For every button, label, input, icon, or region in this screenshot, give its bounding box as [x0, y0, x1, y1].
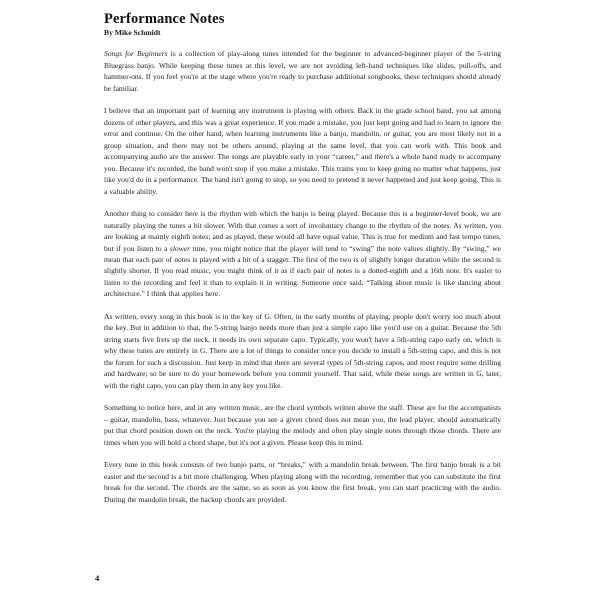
italic-run: slower: [169, 243, 191, 253]
paragraph-breaks: [104, 459, 501, 505]
paragraph-playing-with-others: [104, 105, 501, 197]
text-run: Every tune in this book consists of two banjo parts, or “breaks,” with a mandolin break between. The first banjo break is a bit easier and the second is a bit more challenging. When playing along with the recording, remember that you can substitute the first break for the second. The chords are the same, so as soon as you know the first break, you can start practicing with the audio. During the mandolin break, the backup chords are provided.: [104, 460, 501, 504]
text-run: I believe that an important part of learning any instrument is playing with others. Back in the grade school band, you sat among dozens of other players, and this was a great experience. If you made a mistake, you just kept going and had to learn to ignore the error and continue. On the other hand, when learning instruments like a banjo, mandolin, or guitar, you are most likely not in a group situation, and there may not be others around, playing at the same level, that you can work with. This book and accompanying audio are the answer. The songs are playable early in your “career,” and there's a whole band ready to accompany you. Because it's recorded, the band won't stop if you make a mistake. This trains you to keep going no matter what happens, just like you'd do in a performance. The band isn't going to stop, so you need to pretend it never happened and just keep going. This is a valuable ability.: [104, 106, 501, 196]
text-run: tune, you might notice that the player will tend to “swing” the note values slightly. By “swing,” we mean that each pair of notes is played with a bit of a stagger. The first of the two is of slightly longer duration while the second is slightly shorter. If you read music, you might think of it as if each pair of notes is a dotted-eighth and a 16th note. It's easier to listen to the recording and feel it than to explain it in writing. Someone once said, “Talking about music is like dancing about architecture.” I think that applies here.: [104, 243, 501, 299]
text-run: As written, every song in this book is in the key of G. Often, in the early months of playing, people don't worry too much about the key. But in addition to that, the 5-string banjo needs more than just a simple capo like you'd use on a guitar. Because the 5th string starts five frets up the neck, it needs its own separate capo. Typically, you won't have a 5th-string capo early on, which is why these tunes are entirely in G. There are a lot of things to consider once you decide to install a 5th-string capo, and this is not the forum for such a discussion. Just keep in mind that there are several types of 5th-string capos, and most require some drilling and hardware; so be sure to do your homework before you commit yourself. That said, while these songs are written in G, later, with the right capo, you can play them in any key you like.: [104, 311, 501, 390]
page-title: Performance Notes: [104, 11, 225, 27]
paragraph-rhythm-and-swing: [104, 208, 501, 300]
text-run: Another thing to consider here is the rhythm with which the banjo is being played. Because this is a beginner-level book, we are naturally playing the tunes a bit slower. With that comes a sort of involuntary change to the rhythm of the notes. As written, you are looking at mainly eighth notes; and as played, these would all have equal value. This is true for medium and fast tempo tunes, but if you listen to a: [104, 209, 501, 253]
page-number: 4: [95, 572, 100, 583]
paragraph-key-of-g-and-capos: [104, 311, 501, 391]
paragraph-chord-symbols: [104, 402, 501, 448]
author-byline: By Mike Schmidt: [104, 28, 161, 38]
text-run: is a collection of play-along tunes intended for the beginner to advanced-beginner player of the 5-string Bluegrass banjo. While keeping these tunes at this level, we are not avoiding left-hand techniques like slides, pull-offs, and hammer-ons. If you feel you're at the stage where you're ready to purchase additional songbooks, these techniques should already be familiar.: [104, 49, 501, 93]
paragraph-intro: [104, 48, 501, 94]
body-copy: [104, 48, 501, 505]
italic-run: Songs for Beginners: [104, 49, 168, 59]
page-content: [104, 11, 501, 505]
text-run: Something to notice here, and in any written music, are the chord symbols written above the staff. These are for the accompanists – guitar, mandolin, bass, whatever. Just because you see a given chord does not mean you, the lead player, should automatically put that chord position down on the neck. You're playing the melody and often play single notes through those chords. There are times when you will hold a chord shape, but it's not a given. Please keep this in mind.: [104, 403, 501, 447]
